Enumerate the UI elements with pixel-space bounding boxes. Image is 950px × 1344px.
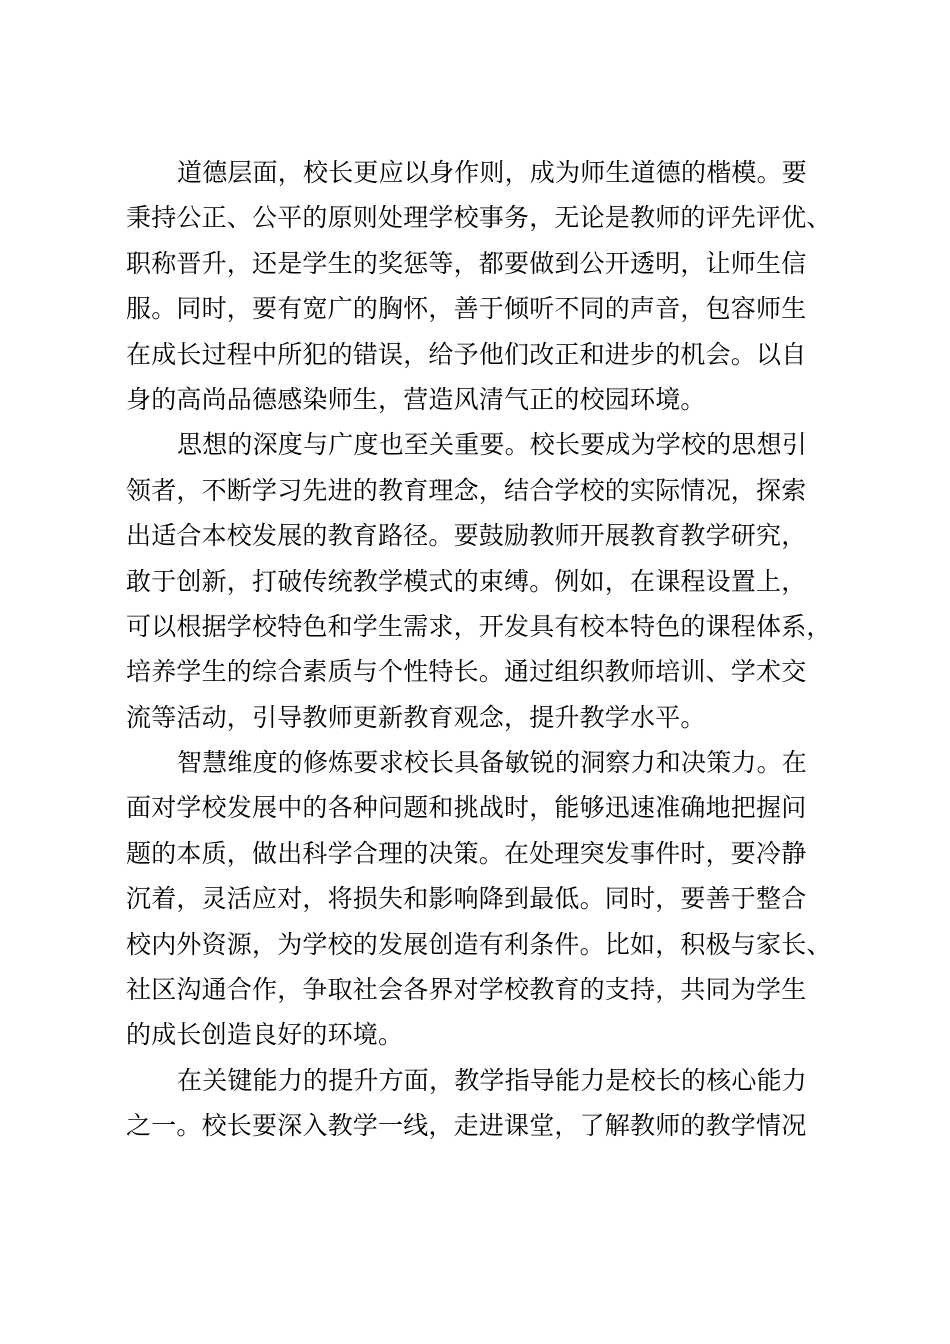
- text-line: 的成长创造良好的环境。: [126, 1020, 404, 1050]
- text-line: 可以根据学校特色和学生需求，开发具有校本特色的课程体系，: [126, 611, 832, 641]
- text-line: 校内外资源，为学校的发展创造有利条件。比如，积极与家长、: [126, 929, 832, 959]
- text-line: 领者，不断学习先进的教育理念，结合学校的实际情况，探索: [126, 475, 807, 505]
- body-text: [126, 150, 866, 1149]
- text-line: 在成长过程中所犯的错误，给予他们改正和进步的机会。以自: [126, 339, 807, 369]
- text-line: 题的本质，做出科学合理的决策。在处理突发事件时，要冷静: [126, 838, 807, 868]
- text-line: 流等活动，引导教师更新教育观念，提升教学水平。: [126, 702, 706, 732]
- text-line: 出适合本校发展的教育路径。要鼓励教师开展教育教学研究，: [126, 521, 807, 551]
- text-line: 社区沟通合作，争取社会各界对学校教育的支持，共同为学生: [126, 975, 807, 1005]
- text-line: 思想的深度与广度也至关重要。校长要成为学校的思想引: [177, 430, 808, 460]
- text-line: 敢于创新，打破传统教学模式的束缚。例如，在课程设置上，: [126, 566, 807, 596]
- text-line: 沉着，灵活应对，将损失和影响降到最低。同时，要善于整合: [126, 884, 807, 914]
- text-line: 培养学生的综合素质与个性特长。通过组织教师培训、学术交: [126, 657, 807, 687]
- text-line: 职称晋升，还是学生的奖惩等，都要做到公开透明，让师生信: [126, 248, 807, 278]
- text-line: 身的高尚品德感染师生，营造风清气正的校园环境。: [126, 384, 706, 414]
- text-line: 智慧维度的修炼要求校长具备敏锐的洞察力和决策力。在: [177, 748, 808, 778]
- text-line: 道德层面，校长更应以身作则，成为师生道德的楷模。要: [177, 158, 808, 187]
- text-line: 面对学校发展中的各种问题和挑战时，能够迅速准确地把握问: [126, 793, 807, 823]
- text-line: 之一。校长要深入教学一线，走进课堂，了解教师的教学情况: [126, 1111, 807, 1141]
- text-line: 服。同时，要有宽广的胸怀，善于倾听不同的声音，包容师生: [126, 294, 807, 324]
- text-line: 在关键能力的提升方面，教学指导能力是校长的核心能力: [177, 1065, 808, 1095]
- text-line: 秉持公正、公平的原则处理学校事务，无论是教师的评先评优、: [126, 203, 832, 233]
